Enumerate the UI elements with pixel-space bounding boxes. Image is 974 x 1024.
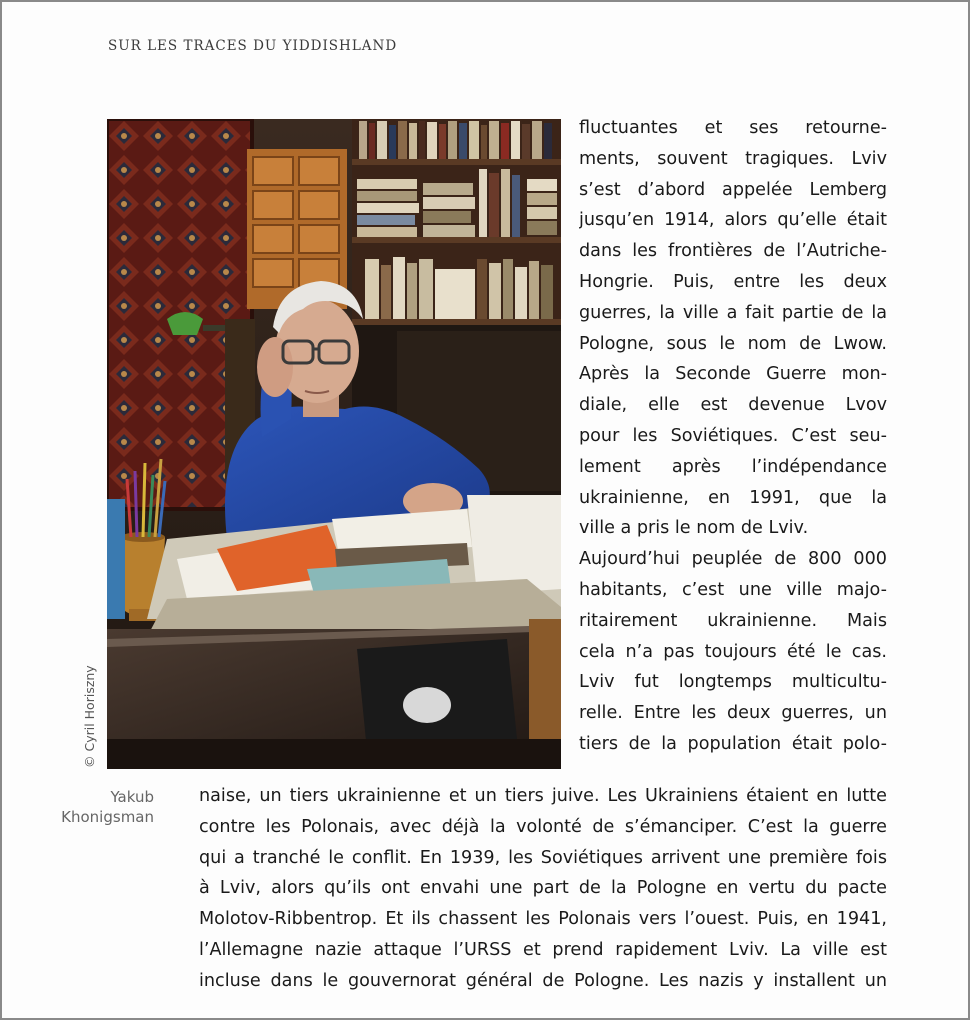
text-line: jusqu’en 1914, alors qu’elle était [579, 210, 887, 231]
text-line: ville a pris le nom de Lviv. [579, 518, 809, 539]
text-line: Molotov-Ribbentrop. Et ils chassent les Polonais vers l’ouest. Puis, en 1941, [199, 909, 887, 930]
running-header: SUR LES TRACES DU YIDDISHLAND [108, 38, 398, 54]
caption-line: Khonigsman [61, 808, 154, 826]
text-line: pour les Soviétiques. C’est seu- [579, 425, 887, 446]
photo-credit: © Cyril Horiszny [82, 665, 97, 768]
text-line: qui a tranché le conflit. En 1939, les Soviétiques arrivent une première fois [199, 847, 887, 868]
portrait-photo-illustration [107, 119, 561, 769]
text-line: contre les Polonais, avec déjà la volonté de s’émanciper. C’est la guerre [199, 816, 887, 837]
text-line: s’est d’abord appelée Lemberg [579, 179, 887, 200]
text-line: ukrainienne, en 1991, que la [579, 487, 887, 508]
text-line: fluctuantes et ses retourne- [579, 118, 887, 138]
text-line: habitants, c’est une ville majo- [579, 579, 887, 600]
text-line: cela n’a pas toujours été le cas. [579, 641, 887, 662]
text-line: l’Allemagne nazie attaque l’URSS et prend rapidement Lviv. La ville est [199, 939, 887, 960]
portrait-photo [107, 119, 561, 769]
text-line: à Lviv, alors qu’ils ont envahi une part de la Pologne en vertu du pacte [199, 878, 887, 899]
text-line: naise, un tiers ukrainienne et un tiers juive. Les Ukrainiens étaient en lutte [199, 786, 887, 806]
body-text-column [579, 113, 887, 760]
text-line: Pologne, sous le nom de Lwow. [579, 333, 887, 354]
body-text-full-width [199, 781, 887, 997]
text-line: tiers de la population était polo- [579, 733, 887, 754]
text-line: diale, elle est devenue Lvov [579, 395, 887, 416]
photo-caption [52, 787, 154, 827]
text-line: incluse dans le gouvernorat général de Pologne. Les nazis y installent un [199, 970, 887, 991]
text-line: lement après l’indépendance [579, 456, 887, 477]
text-line: dans les frontières de l’Autriche- [579, 241, 887, 262]
text-line: relle. Entre les deux guerres, un [579, 703, 887, 724]
caption-line: Yakub [110, 788, 154, 806]
text-line: ments, souvent tragiques. Lviv [579, 148, 887, 169]
text-line: Aujourd’hui peuplée de 800 000 [579, 549, 887, 570]
text-line: Après la Seconde Guerre mon- [579, 364, 887, 385]
text-line: ritairement ukrainienne. Mais [579, 610, 887, 631]
text-line: Hongrie. Puis, entre les deux [579, 271, 887, 292]
text-line: guerres, la ville a fait partie de la [579, 302, 887, 323]
text-line: Lviv fut longtemps multicultu- [579, 672, 887, 693]
